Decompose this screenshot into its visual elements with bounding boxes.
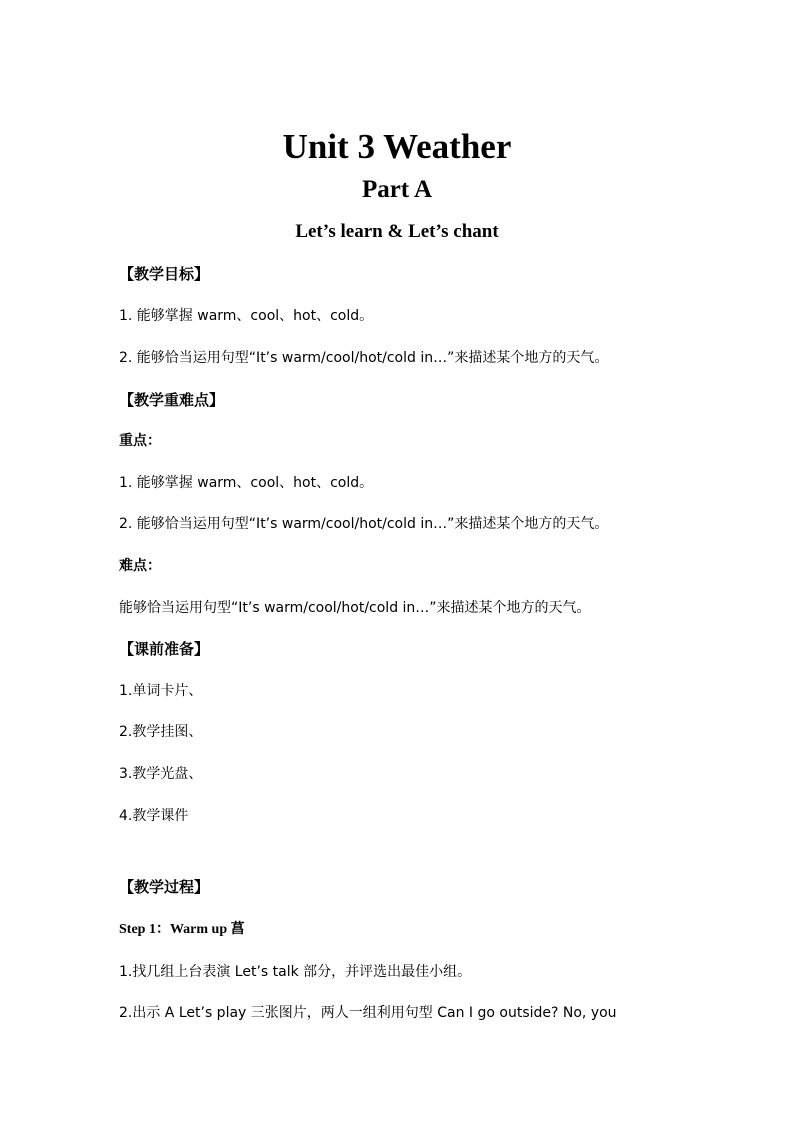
process-item-2: 2.出示 A Let’s play 三张图片，两人一组利用句型 Can I go outside? No, you	[119, 1005, 617, 1021]
lesson-subtitle: Let’s learn & Let’s chant	[295, 221, 499, 242]
difficult-text: 能够恰当运用句型“It’s warm/cool/hot/cold in…”来描述某个地方的天气。	[119, 600, 591, 616]
document-title: Unit 3 Weather	[282, 127, 512, 166]
objective-item-1: 1. 能够掌握 warm、cool、hot、cold。	[119, 308, 374, 324]
process-heading: 【教学过程】	[119, 878, 210, 896]
part-heading: Part A	[361, 176, 433, 203]
key-item-1: 1. 能够掌握 warm、cool、hot、cold。	[119, 475, 374, 491]
key-item-2: 2. 能够恰当运用句型“It’s warm/cool/hot/cold in…”来描述某个地方的天气。	[119, 516, 609, 532]
preparation-heading: 【课前准备】	[119, 640, 210, 658]
process-item-1: 1.找几组上台表演 Let’s talk 部分，并评选出最佳小组。	[119, 964, 472, 980]
preparation-item-4: 4.教学课件	[119, 808, 189, 824]
preparation-item-1: 1.单词卡片、	[119, 683, 203, 699]
objective-item-2: 2. 能够恰当运用句型“It’s warm/cool/hot/cold in…”来描述某个地方的天气。	[119, 350, 609, 366]
preparation-item-2: 2.教学挂图、	[119, 724, 203, 740]
key-points-heading: 【教学重难点】	[119, 391, 225, 409]
key-label: 重点：	[119, 433, 161, 449]
step1-label: Step 1：Warm up 菖	[119, 922, 245, 937]
preparation-item-3: 3.教学光盘、	[119, 766, 203, 782]
difficult-label: 难点：	[119, 558, 161, 574]
objectives-heading: 【教学目标】	[119, 265, 210, 283]
